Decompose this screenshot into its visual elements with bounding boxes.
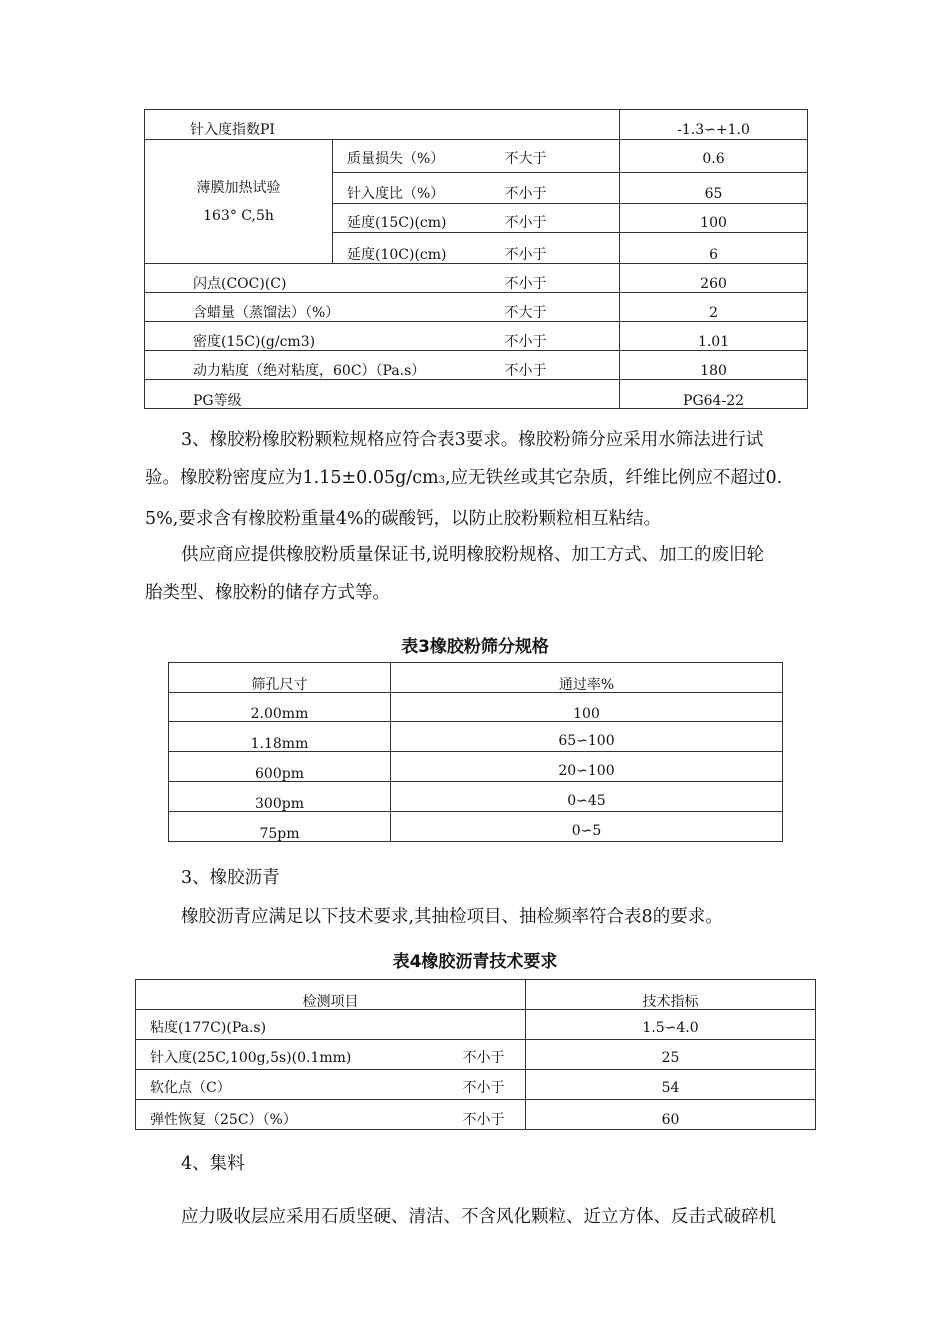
table-row xyxy=(145,110,808,140)
paragraph-line: 3、橡胶粉橡胶粉颗粒规格应符合表3要求。橡胶粉筛分应采用水筛法进行试 xyxy=(181,430,764,450)
table-row xyxy=(169,752,783,782)
row-value: 100 xyxy=(620,204,808,233)
section-heading: 3、橡胶沥青 xyxy=(181,868,280,888)
row-item: 软化点（C） xyxy=(136,1070,436,1100)
row-condition: 不小于 xyxy=(493,173,620,204)
paragraph-aggregate: 应力吸收层应采用石质坚硬、清洁、不含风化颗粒、近立方体、反击式破碎机 xyxy=(181,1207,776,1227)
sieve-size: 300pm xyxy=(169,782,391,812)
row-condition: 不小于 xyxy=(493,264,620,293)
paragraph-supplier xyxy=(145,536,835,612)
table-row xyxy=(145,264,808,293)
table-row xyxy=(136,1010,816,1040)
table3-caption: 表3橡胶粉筛分规格 xyxy=(401,637,549,657)
row-condition: 不大于 xyxy=(493,140,620,173)
table-row xyxy=(145,293,808,322)
row-condition: 不大于 xyxy=(493,293,620,322)
row-item: PG等级 xyxy=(145,380,620,409)
row-value: 65 xyxy=(620,173,808,204)
table-row xyxy=(169,812,783,842)
table-row xyxy=(136,1100,816,1130)
row-condition: 不小于 xyxy=(493,204,620,233)
column-header: 技术指标 xyxy=(526,980,816,1010)
sieve-size: 2.00mm xyxy=(169,693,391,722)
table-row xyxy=(145,140,808,173)
paragraph-rubber-asphalt: 橡胶沥青应满足以下技术要求,其抽检项目、抽检频率符合表8的要求。 xyxy=(181,907,723,927)
row-item: 针入度比（%） xyxy=(333,173,493,204)
table-header-row xyxy=(169,663,783,693)
asphalt-spec-table xyxy=(144,109,808,409)
row-item: 延度(10C)(cm) xyxy=(333,233,493,264)
row-item: 针入度指数PI xyxy=(145,110,620,140)
row-item: 动力粘度（绝对粘度，60C）（Pa.s） xyxy=(145,351,493,380)
row-condition: 不小于 xyxy=(493,233,620,264)
sieve-size: 600pm xyxy=(169,752,391,782)
table4-caption: 表4橡胶沥青技术要求 xyxy=(392,952,558,972)
row-item: 质量损失（%） xyxy=(333,140,493,173)
group-cell xyxy=(145,140,333,264)
row-value: 2 xyxy=(620,293,808,322)
row-item: 闪点(COC)(C) xyxy=(145,264,493,293)
row-value: 54 xyxy=(526,1070,816,1100)
row-value: 1.5∽4.0 xyxy=(526,1010,816,1040)
section-heading: 4、集料 xyxy=(181,1154,245,1174)
row-value: 0.6 xyxy=(620,140,808,173)
paragraph-line: 供应商应提供橡胶粉质量保证书,说明橡胶粉规格、加工方式、加工的废旧轮 xyxy=(181,545,765,565)
row-item: 延度(15C)(cm) xyxy=(333,204,493,233)
pass-rate: 65∽100 xyxy=(391,722,783,752)
row-item: 针入度(25C,100g,5s)(0.1mm) xyxy=(136,1040,436,1070)
table-row xyxy=(169,722,783,752)
table-row xyxy=(145,380,808,409)
row-item: 弹性恢复（25C）（%） xyxy=(136,1100,436,1130)
paragraph-rubber-powder xyxy=(145,421,835,538)
column-header: 通过率% xyxy=(391,663,783,693)
table-row xyxy=(136,1070,816,1100)
table-row xyxy=(145,351,808,380)
row-condition: 不小于 xyxy=(493,351,620,380)
pass-rate: 100 xyxy=(391,693,783,722)
table-row xyxy=(169,782,783,812)
table-row xyxy=(169,693,783,722)
row-value: 25 xyxy=(526,1040,816,1070)
row-value: 60 xyxy=(526,1100,816,1130)
group-label: 薄膜加热试验 xyxy=(196,179,281,196)
row-value: -1.3∽+1.0 xyxy=(620,110,808,140)
paragraph-line xyxy=(145,459,835,500)
row-value: 6 xyxy=(620,233,808,264)
row-item: 密度(15C)(g/cm3) xyxy=(145,322,493,351)
unit-subscript: 3 xyxy=(438,475,445,486)
sieve-size: 1.18mm xyxy=(169,722,391,752)
paragraph-text: ,应无铁丝或其它杂质，纤维比例应不超过0. xyxy=(444,468,783,488)
table-row xyxy=(145,322,808,351)
row-value: 260 xyxy=(620,264,808,293)
row-condition: 不小于 xyxy=(436,1070,526,1100)
row-condition: 不小于 xyxy=(493,322,620,351)
sieve-size: 75pm xyxy=(169,812,391,842)
row-condition: 不小于 xyxy=(436,1100,526,1130)
column-header: 检测项目 xyxy=(136,980,526,1010)
table-row xyxy=(136,1040,816,1070)
paragraph-line: 5%,要求含有橡胶粉重量4%的碳酸钙，以防止胶粉颗粒相互粘结。 xyxy=(145,509,662,529)
rubber-asphalt-spec-table xyxy=(135,979,816,1130)
column-header: 筛孔尺寸 xyxy=(169,663,391,693)
table-header-row xyxy=(136,980,816,1010)
row-condition: 不小于 xyxy=(436,1040,526,1070)
row-value: PG64-22 xyxy=(620,380,808,409)
pass-rate: 0∽45 xyxy=(391,782,783,812)
paragraph-text: 验。橡胶粉密度应为1.15±0.05g/cm xyxy=(145,468,439,488)
paragraph-line: 胎类型、橡胶粉的储存方式等。 xyxy=(145,583,390,603)
pass-rate: 20∽100 xyxy=(391,752,783,782)
rubber-powder-sieve-table xyxy=(168,662,783,842)
row-value: 180 xyxy=(620,351,808,380)
pass-rate: 0∽5 xyxy=(391,812,783,842)
group-sub-label: 163° C,5h xyxy=(203,207,274,224)
row-item: 粘度(177C)(Pa.s) xyxy=(136,1010,526,1040)
row-value: 1.01 xyxy=(620,322,808,351)
row-item: 含蜡量（蒸馏法）（%） xyxy=(145,293,493,322)
